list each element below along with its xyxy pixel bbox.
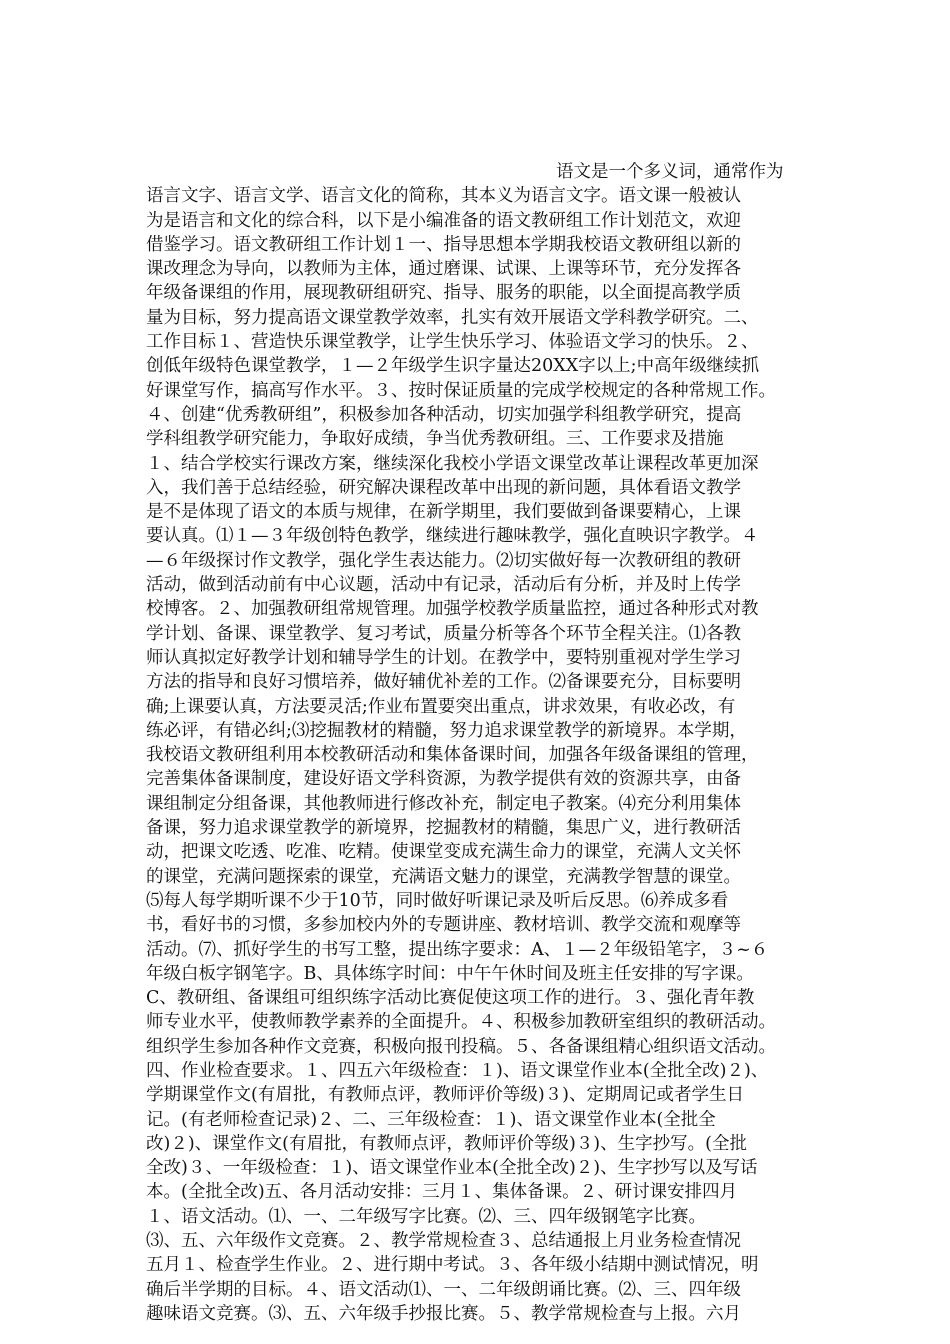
text-line: 我校语文教研组利用本校教研活动和集体备课时间，加强各年级备课组的管理， [146,745,759,766]
text-line: 五月１、检查学生作业。２、进行期中考试。３、各年级小结期中测试情况，明 [146,1255,759,1276]
text-line: 的课堂，充满问题探索的课堂，充满语文魅力的课堂，充满教学智慧的课堂。 [146,866,741,887]
text-line: 全改)３、一年级检查：１)、语文课堂作业本(全批全改)２)、生字抄写以及写话 [146,1158,758,1179]
text-line: 创低年级特色课堂教学，１—２年级学生识字量达20XX字以上;中高年级继续抓 [146,356,760,377]
text-line: 入，我们善于总结经验，研究解决课程改革中出现的新问题，具体看语文教学 [146,477,741,498]
text-line: 动，把课文吃透、吃准、吃精。使课堂变成充满生命力的课堂，充满人文关怀 [146,842,741,863]
text-line: 记。(有老师检查记录)２、二、三年级检查：１)、语文课堂作业本(全批全 [146,1109,716,1130]
text-line: 年级白板字钢笔字。B、具体练字时间：中午午休时间及班主任安排的写字课。 [146,963,754,984]
text-line: 备课，努力追求课堂教学的新境界，挖掘教材的精髓，集思广义，进行教研活 [146,818,741,839]
text-line: 活动，做到活动前有中心议题，活动中有记录，活动后有分析，并及时上传学 [146,575,741,596]
text-line: 方法的指导和良好习惯培养，做好辅优补差的工作。⑵备课要充分，目标要明 [146,672,741,693]
body-text [146,160,818,1326]
text-line: 确后半学期的目标。４、语文活动⑴、一、二年级朗诵比赛。⑵、三、四年级 [146,1279,741,1300]
text-line: 学期课堂作文(有眉批，有教师点评，教师评价等级)３)、定期周记或者学生日 [146,1085,744,1106]
text-line: 量为目标，努力提高语文课堂教学效率，扎实有效开展语文学科教学研究。二、 [146,307,759,328]
text-line: １、结合学校实行课改方案，继续深化我校小学语文课堂改革让课程改革更加深 [146,453,759,474]
text-line: 语文是一个多义词，通常作为 [556,162,784,182]
text-line: 课改理念为导向，以教师为主体，通过磨课、试课、上课等环节，充分发挥各 [146,259,741,280]
text-line: 年级备课组的作用，展现教研组研究、指导、服务的职能，以全面提高教学质 [146,283,741,304]
text-line: 好课堂写作，搞高写作水平。３、按时保证质量的完成学校规定的各种常规工作。 [146,380,776,401]
text-line: 是不是体现了语文的本质与规律，在新学期里，我们要做到备课要精心，上课 [146,502,741,523]
text-line: 四、作业检查要求。１、四五六年级检查：１)、语文课堂作业本(全批全改)２)、 [146,1060,769,1081]
text-line: 师认真拟定好教学计划和辅导学生的计划。在教学中，要特别重视对学生学习 [146,647,741,668]
text-line: ⑶、五、六年级作文竞赛。２、教学常规检查３、总结通报上月业务检查情况 [146,1231,741,1252]
text-line: 师专业水平，使教师教学素养的全面提升。４、积极参加教研室组织的教研活动。 [146,1012,776,1033]
text-line: 练必评，有错必纠;⑶挖掘教材的精髓，努力追求课堂教学的新境界。本学期， [146,720,747,741]
text-line: 工作目标１、营造快乐课堂教学，让学生快乐学习、体验语文学习的快乐。２、 [146,332,759,353]
text-line: 改)２)、课堂作文(有眉批，有教师点评，教师评价等级)３)、生字抄写。(全批 [146,1133,747,1154]
text-line: 活动。⑺、抓好学生的书写工整，提出练字要求：A、１—２年级铅笔字，３~６ [146,939,769,960]
text-line: 确;上课要认真，方法要灵活;作业布置要突出重点，讲求效果，有收必改，有 [146,696,736,717]
text-line: 组织学生参加各种作文竞赛，积极向报刊投稿。５、各备课组精心组织语文活动。 [146,1036,776,1057]
text-line: ４、创建“优秀教研组”，积极参加各种活动，切实加强学科组教学研究，提高 [146,404,742,425]
text-line: １、语文活动。⑴、一、二年级写字比赛。⑵、三、四年级钢笔字比赛。 [146,1206,706,1227]
text-line: 趣味语文竞赛。⑶、五、六年级手抄报比赛。５、教学常规检查与上报。六月 [146,1303,741,1324]
text-line: 为是语言和文化的综合科，以下是小编准备的语文教研组工作计划范文，欢迎 [146,210,741,231]
text-line: 学科组教学研究能力，争取好成绩，争当优秀教研组。三、工作要求及措施 [146,429,724,450]
text-line: —６年级探讨作文教学，强化学生表达能力。⑵切实做好每一次教研组的教研 [146,550,741,571]
text-line: 书，看好书的习惯，多参加校内外的专题讲座、教材培训、教学交流和观摩等 [146,915,741,936]
text-line: 课组制定分组备课，其他教师进行修改补充，制定电子教案。⑷充分利用集体 [146,793,741,814]
text-line: 校博客。２、加强教研组常规管理。加强学校教学质量监控，通过各种形式对教 [146,599,759,620]
text-line: 借鉴学习。语文教研组工作计划１一、指导思想本学期我校语文教研组以新的 [146,234,741,255]
text-line: 完善集体备课制度，建设好语文学科资源，为教学提供有效的资源共享，由备 [146,769,741,790]
text-line: 语言文字、语言文学、语言文化的简称，其本义为语言文字。语文课一般被认 [146,186,741,207]
text-line: ⑸每人每学期听课不少于10节，同时做好听课记录及听后反思。⑹养成多看 [146,890,729,911]
text-line: 本。(全批全改)五、各月活动安排：三月１、集体备课。２、研讨课安排四月 [146,1182,738,1203]
text-line: 要认真。⑴１—３年级创特色教学，继续进行趣味教学，强化直映识字教学。４ [146,526,759,547]
text-line: C、教研组、备课组可组织练字活动比赛促使这项工作的进行。３、强化青年教 [146,988,755,1009]
text-line: 学计划、备课、课堂教学、复习考试，质量分析等各个环节全程关注。⑴各教 [146,623,741,644]
